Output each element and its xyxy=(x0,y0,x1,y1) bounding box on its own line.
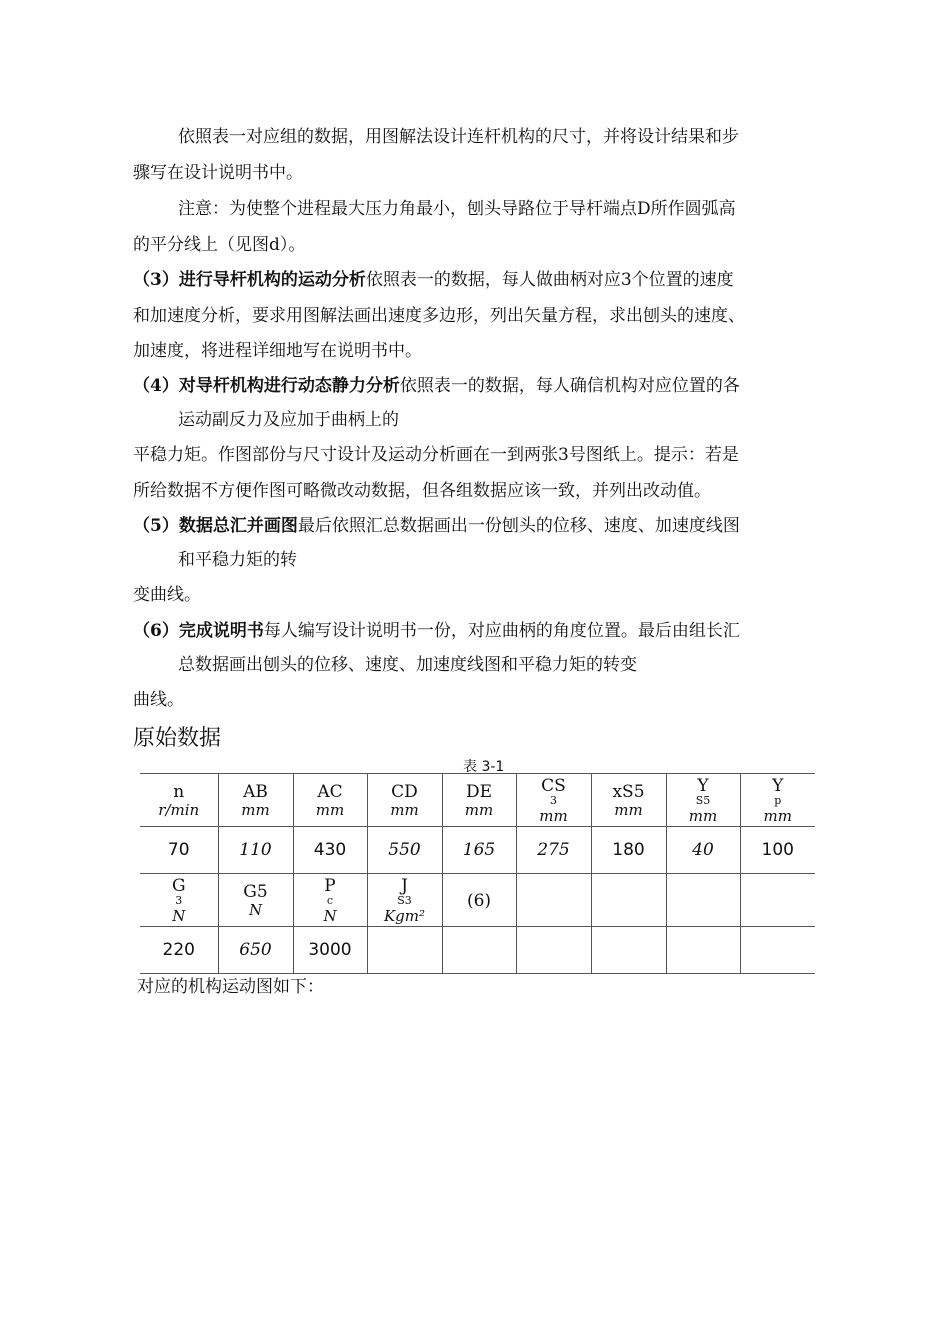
header-unit: Kgm² xyxy=(383,907,426,925)
header-top: AB xyxy=(243,782,268,802)
item5-line2: 和平稳力矩的转 xyxy=(178,550,297,570)
header-top: Y xyxy=(772,776,784,796)
item4-line3: 平稳力矩。作图部份与尺寸设计及运动分析画在一到两张3号图纸上。提示：若是 xyxy=(133,445,739,465)
item6-line2: 总数据画出刨头的位移、速度、加速度线图和平稳力矩的转变 xyxy=(178,655,637,675)
value-cell: 275 xyxy=(516,827,591,874)
item6-line3: 曲线。 xyxy=(133,690,184,710)
item4-line2: 运动副反力及应加于曲柄上的 xyxy=(178,410,399,430)
header-unit: mm xyxy=(539,807,568,825)
header-unit: N xyxy=(248,901,263,919)
header-top: G xyxy=(171,876,186,896)
value-cell: 220 xyxy=(140,927,218,974)
header-cell xyxy=(140,874,218,927)
header-sub: p xyxy=(774,794,782,807)
header-cell xyxy=(442,774,516,827)
figure-intro-text: 对应的机构运动图如下： xyxy=(137,977,324,997)
header-top: J xyxy=(401,876,408,896)
value-cell: 110 xyxy=(218,827,293,874)
header-top: n xyxy=(173,782,185,802)
para1-line1: 依照表一对应组的数据，用图解法设计连杆机构的尺寸，并将设计结果和步 xyxy=(178,127,739,147)
header-top: Y xyxy=(697,776,709,796)
data-table xyxy=(140,773,815,974)
item6-line1 xyxy=(133,619,740,643)
header-unit: mm xyxy=(614,801,643,819)
header-unit: mm xyxy=(464,801,494,819)
header-cell xyxy=(293,874,367,927)
header-unit: mm xyxy=(315,801,345,819)
value-cell xyxy=(666,927,740,974)
header-cell xyxy=(516,774,591,827)
header-cell xyxy=(740,774,815,827)
value-row-2 xyxy=(140,927,815,974)
header-cell xyxy=(666,874,740,927)
header-sub: 3 xyxy=(175,894,183,907)
header-sub: c xyxy=(326,894,334,907)
value-row-1 xyxy=(140,827,815,874)
item3-line3: 加速度，将进程详细地写在说明书中。 xyxy=(133,341,422,361)
value-cell: 3000 xyxy=(293,927,367,974)
value-cell xyxy=(367,927,442,974)
header-top: xS5 xyxy=(612,782,645,802)
header-cell xyxy=(140,774,218,827)
header-cell xyxy=(591,774,666,827)
item4-label: （4）对导杆机构进行动态静力分析 xyxy=(133,376,400,396)
value-cell xyxy=(516,927,591,974)
header-row-1 xyxy=(140,774,815,827)
item5-line1 xyxy=(133,514,740,538)
header-cell xyxy=(442,874,516,927)
value-cell xyxy=(740,927,815,974)
item4-text: 依照表一的数据，每人确信机构对应位置的各 xyxy=(399,376,740,396)
header-unit: N xyxy=(172,907,186,925)
header-cell xyxy=(293,774,367,827)
header-cell xyxy=(740,874,815,927)
section-heading: 原始数据 xyxy=(133,726,222,751)
value-cell: 100 xyxy=(740,827,815,874)
header-top: G5 xyxy=(243,882,268,902)
header-cell xyxy=(666,774,740,827)
header-top: (6) xyxy=(466,891,492,911)
value-cell: 550 xyxy=(367,827,442,874)
item5-line3: 变曲线。 xyxy=(133,585,201,605)
header-top: CS xyxy=(541,776,566,796)
item6-text: 每人编写设计说明书一份，对应曲柄的角度位置。最后由组长汇 xyxy=(263,621,740,641)
para2-line1: 注意：为使整个进程最大压力角最小，刨头导路位于导杆端点D所作圆弧高 xyxy=(178,199,736,219)
header-sub: 3 xyxy=(550,794,557,807)
value-cell xyxy=(442,927,516,974)
value-cell: 165 xyxy=(442,827,516,874)
header-top: AC xyxy=(317,782,343,802)
item4-line4: 所给数据不方便作图可略微改动数据，但各组数据应该一致，并列出改动值。 xyxy=(133,481,711,501)
header-cell xyxy=(367,774,442,827)
item6-label: （6）完成说明书 xyxy=(133,621,264,641)
header-unit: r/min xyxy=(158,801,200,819)
header-unit: mm xyxy=(763,807,792,825)
header-cell xyxy=(218,874,293,927)
table-caption: 表 3-1 xyxy=(463,759,505,775)
value-cell xyxy=(591,927,666,974)
header-top: DE xyxy=(465,782,493,802)
header-sub: S5 xyxy=(695,794,711,807)
item3-text: 依照表一的数据，每人做曲柄对应3个位置的速度 xyxy=(365,270,734,290)
value-cell: 650 xyxy=(218,927,293,974)
header-cell xyxy=(591,874,666,927)
header-cell xyxy=(218,774,293,827)
header-cell xyxy=(516,874,591,927)
header-unit: mm xyxy=(241,801,270,819)
header-cell xyxy=(367,874,442,927)
value-cell: 180 xyxy=(591,827,666,874)
header-unit: N xyxy=(323,907,337,925)
value-cell: 70 xyxy=(140,827,218,874)
item3-label: （3）进行导杆机构的运动分析 xyxy=(133,270,366,290)
header-row-2 xyxy=(140,874,815,927)
item4-line1 xyxy=(133,374,740,398)
header-top: P xyxy=(324,876,336,896)
value-cell: 430 xyxy=(293,827,367,874)
item5-label: （5）数据总汇并画图 xyxy=(133,516,298,536)
item5-text: 最后依照汇总数据画出一份刨头的位移、速度、加速度线图 xyxy=(297,516,740,536)
header-unit: mm xyxy=(688,807,718,825)
header-unit: mm xyxy=(390,801,419,819)
item3-line1 xyxy=(133,268,734,292)
value-cell: 40 xyxy=(666,827,740,874)
para2-line2: 的平分线上（见图d）。 xyxy=(133,235,306,255)
para1-line2: 骤写在设计说明书中。 xyxy=(133,163,303,183)
header-top: CD xyxy=(391,782,418,802)
header-sub: S3 xyxy=(397,894,412,907)
item3-line2: 和加速度分析，要求用图解法画出速度多边形，列出矢量方程，求出刨头的速度、 xyxy=(133,306,745,326)
